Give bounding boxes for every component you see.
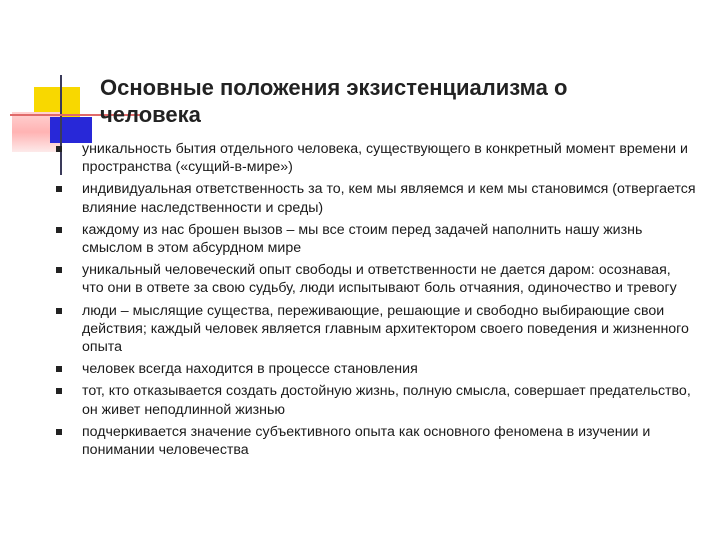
- bullet-text: люди – мыслящие существа, переживающие, решающие и свободно выбирающие свои действия; каждый человек является главным архитектором своего поведения и жизненного опыта: [82, 302, 689, 356]
- list-item: [0, 180, 720, 216]
- bullet-text: человек всегда находится в процессе становления: [82, 361, 418, 378]
- list-item: [0, 423, 720, 459]
- bullet-text: индивидуальная ответственность за то, кем мы являемся и кем мы становимся (отвергается влияние наследственности и среды): [82, 181, 696, 216]
- bullet-text: подчеркивается значение субъективного опыта как основного феномена в изучении и понимании человечества: [82, 423, 651, 459]
- bullet-text: уникальность бытия отдельного человека, существующего в конкретный момент времени и пространства («сущий-в-мире»): [82, 141, 688, 176]
- bullet-square-icon: [56, 267, 62, 273]
- list-item: [0, 382, 720, 418]
- bullet-square-icon: [56, 146, 62, 152]
- list-item: [0, 302, 720, 357]
- bullet-text: тот, кто отказывается создать достойную жизнь, полную смысла, совершает предательство, он живет неподлинной жизнью: [82, 383, 691, 418]
- list-item: [0, 360, 720, 378]
- bullet-list: [0, 140, 720, 463]
- bullet-square-icon: [56, 366, 62, 372]
- list-item: [0, 261, 720, 297]
- list-item: [0, 140, 720, 176]
- bullet-text: уникальный человеческий опыт свободы и ответственности не дается даром: осознавая, что они в ответе за свою судьбу, люди испытывают боль отчаяния, одиночество и тревогу: [82, 262, 677, 297]
- bullet-square-icon: [56, 186, 62, 192]
- list-item: [0, 221, 720, 257]
- bullet-square-icon: [56, 308, 62, 314]
- bullet-text: каждому из нас брошен вызов – мы все стоим перед задачей наполнить нашу жизнь смыслом в этом абсурдном мире: [82, 221, 643, 257]
- bullet-square-icon: [56, 227, 62, 233]
- bullet-square-icon: [56, 429, 62, 435]
- bullet-square-icon: [56, 388, 62, 394]
- slide-title: Основные положения экзистенциализма о человека: [100, 75, 568, 127]
